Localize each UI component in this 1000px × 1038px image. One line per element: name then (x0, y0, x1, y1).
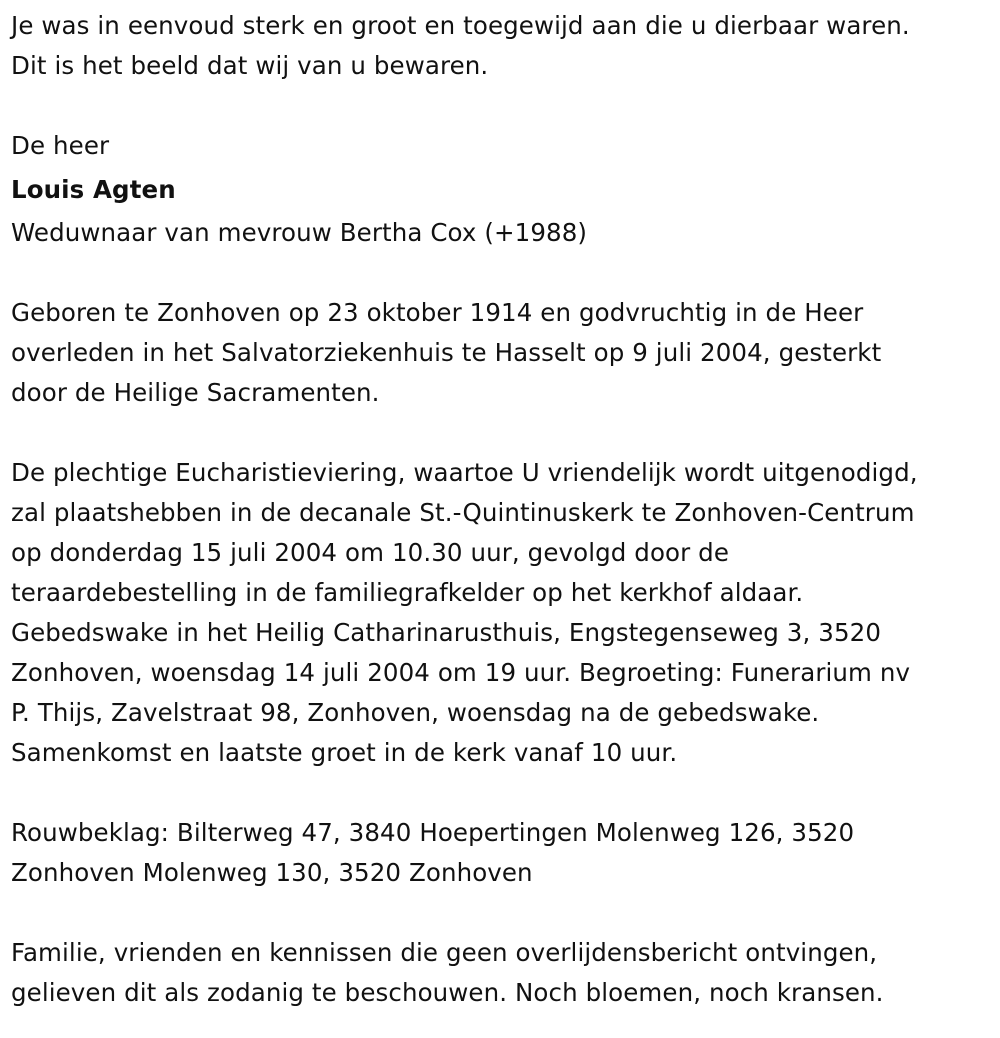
spacer (11, 86, 1000, 126)
paragraph-line: zal plaatshebben in de decanale St.-Quintinuskerk te Zonhoven-Centrum (11, 498, 915, 527)
ceremony-paragraph (11, 453, 1000, 773)
paragraph-line: Zonhoven, woensdag 14 juli 2004 om 19 uur. Begroeting: Funerarium nv (11, 658, 911, 687)
paragraph-line: P. Thijs, Zavelstraat 98, Zonhoven, woensdag na de gebedswake. (11, 698, 820, 727)
mourning-address-paragraph (11, 813, 1000, 893)
paragraph-line: door de Heilige Sacramenten. (11, 378, 380, 407)
spacer (11, 773, 1000, 813)
verse-line: Je was in eenvoud sterk en groot en toegewijd aan die u dierbaar waren. (11, 11, 910, 40)
paragraph-line: Zonhoven Molenweg 130, 3520 Zonhoven (11, 858, 533, 887)
paragraph-line: Familie, vrienden en kennissen die geen overlijdensbericht ontvingen, (11, 938, 878, 967)
paragraph-line: overleden in het Salvatorziekenhuis te Hasselt op 9 juli 2004, gesterkt (11, 338, 882, 367)
deceased-name: Louis Agten (11, 175, 176, 204)
closing-paragraph (11, 933, 1000, 1013)
paragraph-line: Geboren te Zonhoven op 23 oktober 1914 en godvruchtig in de Heer (11, 298, 864, 327)
name-wrap (11, 166, 1000, 213)
birth-death-paragraph (11, 293, 1000, 413)
paragraph-line: op donderdag 15 juli 2004 om 10.30 uur, gevolgd door de (11, 538, 730, 567)
paragraph-line: gelieven dit als zodanig te beschouwen. Noch bloemen, noch kransen. (11, 978, 884, 1007)
spacer (11, 413, 1000, 453)
paragraph-line: De plechtige Eucharistieviering, waartoe U vriendelijk wordt uitgenodigd, (11, 458, 918, 487)
widower-line: Weduwnaar van mevrouw Bertha Cox (+1988) (11, 218, 588, 247)
paragraph-line: teraardebestelling in de familiegrafkelder op het kerkhof aldaar. (11, 578, 804, 607)
spacer (11, 253, 1000, 293)
paragraph-line: Rouwbeklag: Bilterweg 47, 3840 Hoepertingen Molenweg 126, 3520 (11, 818, 855, 847)
verse-line: Dit is het beeld dat wij van u bewaren. (11, 51, 489, 80)
paragraph-line: Gebedswake in het Heilig Catharinarusthuis, Engstegenseweg 3, 3520 (11, 618, 882, 647)
verse-block (11, 6, 1000, 86)
paragraph-line: Samenkomst en laatste groet in de kerk vanaf 10 uur. (11, 738, 678, 767)
spacer (11, 893, 1000, 933)
salutation: De heer (11, 131, 110, 160)
